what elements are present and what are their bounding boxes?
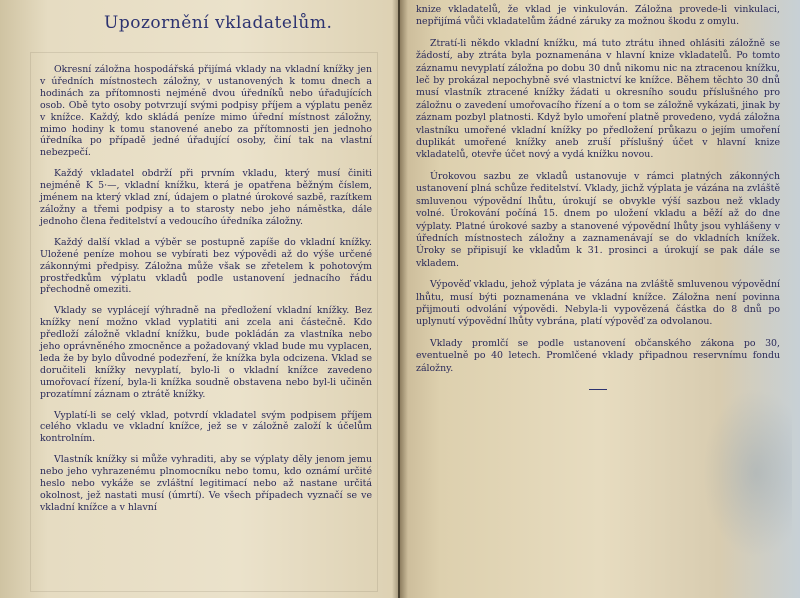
paragraph-vinculation: Vlastník knížky si může vyhraditi, aby se výplaty děly jenom jemu nebo jeho vyhrazenému plnomocníku nebo tomu, kdo oznámí určité heslo nebo vykáže se zvláštní legitimací nebo až nastane určitá okolnost, jež nastati musí (úmrtí). Ve všech případech vyznačí se ve vkladní knížce a v hlavní — [40, 454, 372, 513]
paragraph-limitation: Vklady promlčí se podle ustanovení občanského zákona po 30, eventuelně po 40 letech. Promlčené vklady připadnou reservnímu fondu záložny. — [416, 337, 780, 374]
page-heading: Upozornění vkladatelům. — [104, 13, 333, 33]
paragraph-deposits: Okresní záložna hospodářská přijímá vklady na vkladní knížky jen v úředních místnostech záložny, v ustanovených k tomu dnech a hodinách za přítomnosti nejméně dvou úředníků nebo úřadujících osob. Obě tyto osoby potvrzují svými podpisy příjem a výplatu peněz v knížce. Každý, kdo skládá peníze mimo úřední místnost záložny, mimo hodiny k tomu stanovené anebo za přítomnosti jen jednoho úředníka po případě jedné úřadující osoby, činí tak na vlastní nebezpečí. — [40, 64, 372, 159]
paragraph-payout: Vklady se vyplácejí výhradně na předložení vkladní knížky. Bez knížky není možno vklad vyplatiti ani zcela ani částečně. Kdo předloží záložně vkladní knížku, bude pokládán za vlastníka nebo jeho oprávněného zmocněnce a požadovaný vklad bude mu vyplacen, leda že by bylo důvodné podezření, že knížka byla odcizena. Vklad se doručiteli knížky nevyplatí, bylo-li o vkladní knížce zavedeno umořovací řízení, byla-li knížka soudně obstavena nebo byl-li učiněn prozatímní záznam o ztrátě knížky. — [40, 305, 372, 400]
paragraph-withdrawals: Každý další vklad a výběr se postupně zapíše do vkladní knížky. Uložené peníze mohou se vybírati bez výpovědi až do výše určené zákonnými předpisy. Záložna může však se zřetelem k pohotovým prostředkům výplatu vkladů podle ustanovení jednacího řádu přechodně omeziti. — [40, 236, 372, 296]
end-divider — [589, 389, 607, 390]
right-page — [400, 0, 800, 598]
paragraph-notice: Výpověď vkladu, jehož výplata je vázána na zvláště smluvenou výpovědní lhůtu, musí býti poznamenána ve vkladní knížce. Záložna není povinna přijmouti odvolání výpovědi. Nebyla-li vypovězená částka do 8 dnů po uplynutí výpovědní lhůty vybrána, platí výpověď za odvolanou. — [416, 279, 780, 328]
book-gutter — [392, 0, 408, 598]
paragraph-vinculation-cont: knize vkladatelů, že vklad je vinkulován. Záložna provede-li vinkulaci, nepřijímá vůči vkladatelům žádné záruky za možnou škodu z omylu. — [416, 4, 780, 28]
water-stain — [702, 388, 792, 558]
paragraph-interest: Úrokovou sazbu ze vkladů ustanovuje v rámci platných zákonných ustanovení plná schůze ředitelství. Vklady, jichž výplata je vázána na zvláště smluvenou výpovědní lhůtu, úrokují se obvykle výší sazbou než vklady volné. Úrokování počíná 15. dnem po uložení vkladu a běží až do dne výplaty. Platné úrokové sazby a stanovené výpovědní lhůty jsou vyhlášeny v úředních místnostech záložny a zaznamenávají se do vkladních knížek. Úroky se připisují ke vkladům k 31. prosinci a úrokují se pak dále se vkladem. — [416, 170, 780, 269]
paragraph-lost-book: Ztratí-li někdo vkladní knížku, má tuto ztrátu ihned ohlásiti záložně se žádostí, aby ztráta byla poznamenána v hlavní knize vkladatelů. Po tomto záznamu nevyplatí záložna po dobu 30 dnů nikomu nic na ztracenou knížku, leč by prokázal nepochybně své vlastnictví ke knížce. Během těchto 30 dnů musí vlastník ztracené knížky žádati u okresního soudu příslušného pro záložnu o zavedení umořovacího řízení a o tom se záložně vykázati, jinak by záznam pozbyl platnosti. Když bylo umoření platně provedeno, vydá záložna vlastníku umořené vkladní knížky po předložení průkazu o jejím umoření duplikát umořené knížky aneb zruší příslušný účet v hlavní knize vkladatelů, otevře účet nový a vydá knížku novou. — [416, 37, 780, 161]
page-frame — [30, 52, 378, 592]
paragraph-full-payout: Vyplatí-li se celý vklad, potvrdí vkladatel svým podpisem příjem celého vkladu ve vkladní knížce, jež se v záložně založí k účelům kontrolním. — [40, 409, 372, 445]
left-page — [0, 0, 398, 598]
paragraph-first-deposit: Každý vkladatel obdrží při prvním vkladu, který musí činiti nejméně K 5·—, vkladní knížku, která je opatřena běžným číslem, jménem na který vklad zní, údajem o platné úrokové sazbě, razítkem záložny a třemi podpisy a to starosty nebo jeho náměstka, dále jednoho člena ředitelství a vedoucího úředníka záložny. — [40, 168, 372, 227]
